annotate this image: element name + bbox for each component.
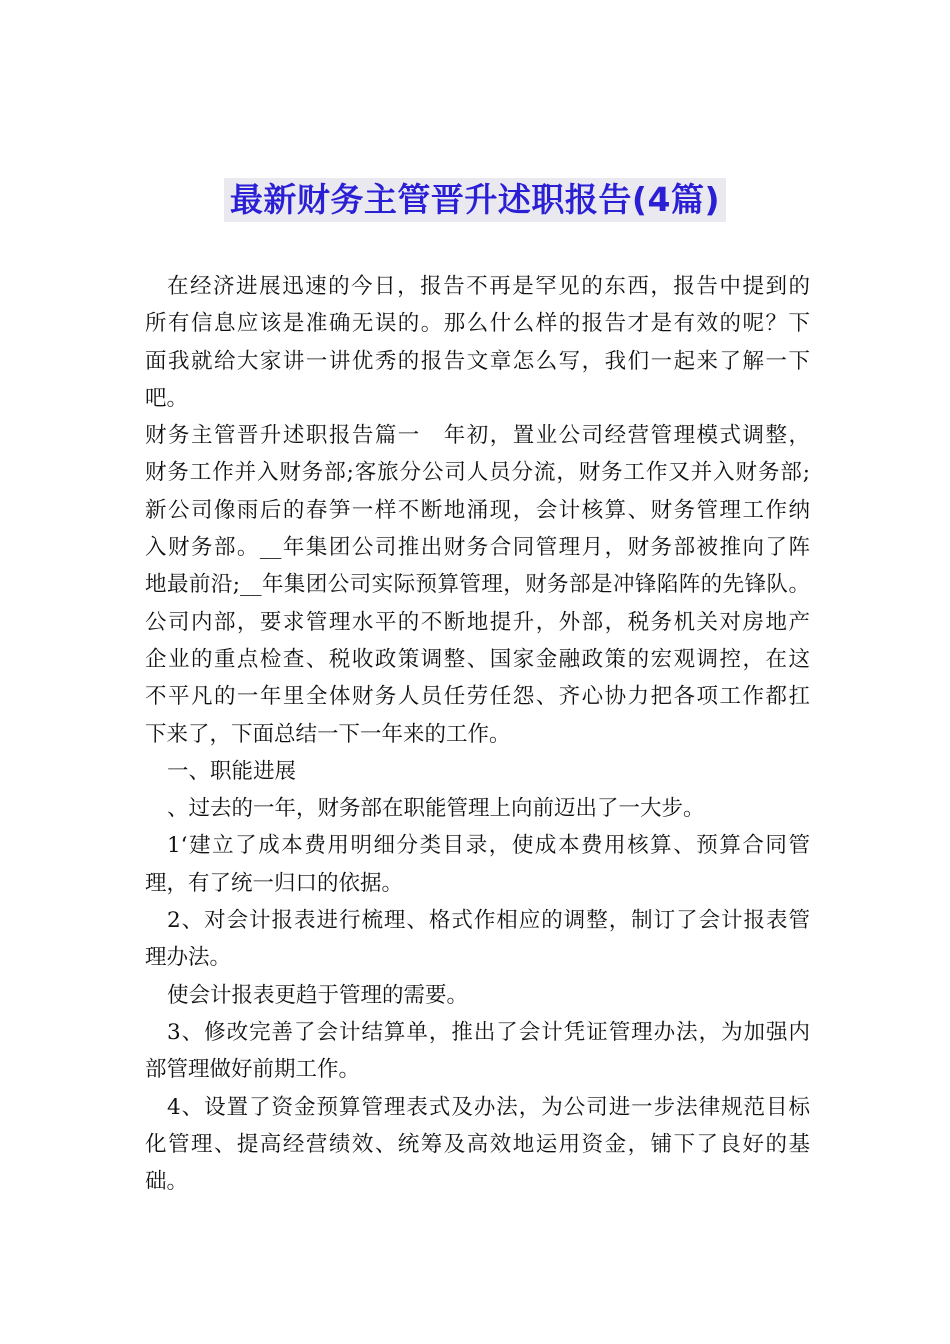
- paragraph-line: 所有信息应该是准确无误的。那么什么样的报告才是有效的呢？下: [145, 311, 810, 337]
- list-item-line: 理，有了统一归口的依据。: [145, 870, 404, 896]
- list-item-line: 1‘建立了成本费用明细分类目录，使成本费用核算、预算合同管: [167, 833, 810, 859]
- list-item-line: 理办法。: [145, 945, 232, 971]
- document-body: [145, 268, 810, 1200]
- paragraph-line: 财务工作并入财务部;客旅分公司人员分流，财务工作又并入财务部;: [145, 460, 810, 486]
- list-item-line: 4、设置了资金预算管理表式及办法，为公司进一步法律规范目标: [167, 1094, 810, 1120]
- list-item-line: 3、修改完善了会计结算单，推出了会计凭证管理办法，为加强内: [167, 1019, 810, 1045]
- list-item-line: 化管理、提高经营绩效、统筹及高效地运用资金，铺下了良好的基: [145, 1131, 810, 1157]
- section-heading: 一、职能进展: [167, 758, 297, 784]
- title-container: [0, 178, 950, 222]
- paragraph-line: 使会计报表更趋于管理的需要。: [167, 982, 469, 1008]
- paragraph-line: 不平凡的一年里全体财务人员任劳任怨、齐心协力把各项工作都扛: [145, 684, 810, 710]
- list-item-line: 础。: [145, 1169, 189, 1195]
- paragraph-line: 面我就给大家讲一讲优秀的报告文章怎么写，我们一起来了解一下: [145, 348, 810, 374]
- paragraph-line: 财务主管晋升述职报告篇一 年初，置业公司经营管理模式调整，: [145, 423, 810, 449]
- paragraph-line: 公司内部，要求管理水平的不断地提升，外部，税务机关对房地产: [145, 609, 810, 635]
- paragraph-line: 入财务部。__年集团公司推出财务合同管理月，财务部被推向了阵: [145, 535, 810, 561]
- paragraph-line: 新公司像雨后的春笋一样不断地涌现，会计核算、财务管理工作纳: [145, 497, 810, 523]
- list-item-line: 部管理做好前期工作。: [145, 1057, 361, 1083]
- paragraph-line: 下来了，下面总结一下一年来的工作。: [145, 721, 511, 747]
- paragraph-line: 在经济进展迅速的今日，报告不再是罕见的东西，报告中提到的: [167, 274, 810, 299]
- document-title: 最新财务主管晋升述职报告(4篇): [224, 178, 726, 222]
- list-item-line: 2、对会计报表进行梳理、格式作相应的调整，制订了会计报表管: [167, 908, 810, 934]
- paragraph-line: 吧。: [145, 385, 189, 411]
- paragraph-line: 企业的重点检查、税收政策调整、国家金融政策的宏观调控，在这: [145, 646, 810, 672]
- paragraph-line: 、过去的一年，财务部在职能管理上向前迈出了一大步。: [167, 796, 705, 822]
- paragraph-line: 地最前沿;__年集团公司实际预算管理，财务部是冲锋陷阵的先锋队。: [145, 572, 810, 598]
